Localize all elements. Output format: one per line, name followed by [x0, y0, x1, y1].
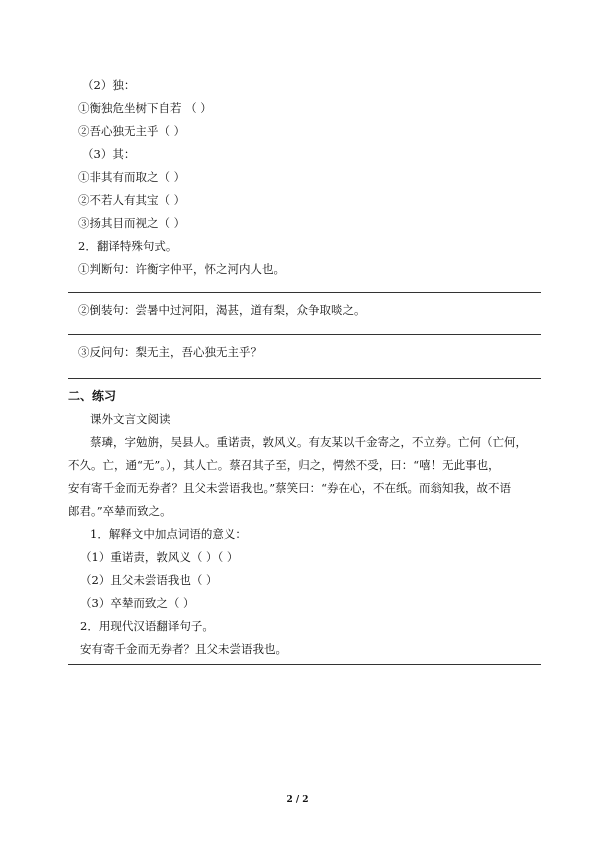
item3-line-1: ①非其有而取之（ ）	[78, 170, 186, 184]
passage-line-3: 安有寄千金而无券者？且父未尝语我也。”蔡笑曰：“券在心，不在纸。而翁知我，故不语	[68, 481, 512, 495]
translate-question-heading: 2．翻译特殊句式。	[78, 239, 178, 253]
explain-item-3: （3）卒辇而致之（ ）	[80, 596, 195, 610]
explain-item-1: （1）重诺责，敦风义（ ）（ ）	[80, 550, 239, 564]
section-subtitle: 课外文言文阅读	[90, 412, 171, 426]
answer-rule-2	[68, 334, 541, 335]
item3-line-3: ③扬其目而视之（ ）	[78, 216, 186, 230]
answer-rule-3	[68, 378, 541, 379]
passage-line-1: 蔡璘，字勉旃，吴县人。重诺责，敦风义。有友某以千金寄之，不立券。亡何（亡何，	[90, 435, 527, 449]
item3-heading: （3）其：	[82, 147, 136, 161]
item3-line-2: ②不若人有其宝（ ）	[78, 193, 186, 207]
answer-rule-1	[68, 292, 541, 293]
section-title: 二、练习	[68, 389, 117, 403]
translate-modern-sentence: 安有寄千金而无券者？且父未尝语我也。	[80, 642, 287, 656]
answer-rule-4	[68, 664, 541, 665]
item2-heading: （2）独：	[82, 78, 136, 92]
item2-line-2: ②吾心独无主乎（ ）	[78, 124, 186, 138]
passage-line-4: 郎君。”卒辇而致之。	[68, 504, 172, 518]
translate-modern-heading: 2．用现代汉语翻译句子。	[80, 619, 214, 633]
judgment-sentence: ①判断句：许衡字仲平，怀之河内人也。	[78, 262, 285, 276]
rhetorical-sentence: ③反问句：梨无主，吾心独无主乎？	[78, 345, 262, 359]
item2-line-1: ①衡独危坐树下自若 （ ）	[78, 101, 212, 115]
inverted-sentence: ②倒装句：尝暑中过河阳，渴甚，道有梨，众争取啖之。	[78, 303, 366, 317]
explain-question-heading: 1．解释文中加点词语的意义：	[90, 527, 247, 541]
page-number: 2 / 2	[286, 795, 309, 805]
explain-item-2: （2）且父未尝语我也（ ）	[80, 573, 218, 587]
passage-line-2: 不久。亡，通“无”。），其人亡。蔡召其子至，归之，愕然不受，曰：“嘻！无此事也，	[68, 458, 500, 472]
